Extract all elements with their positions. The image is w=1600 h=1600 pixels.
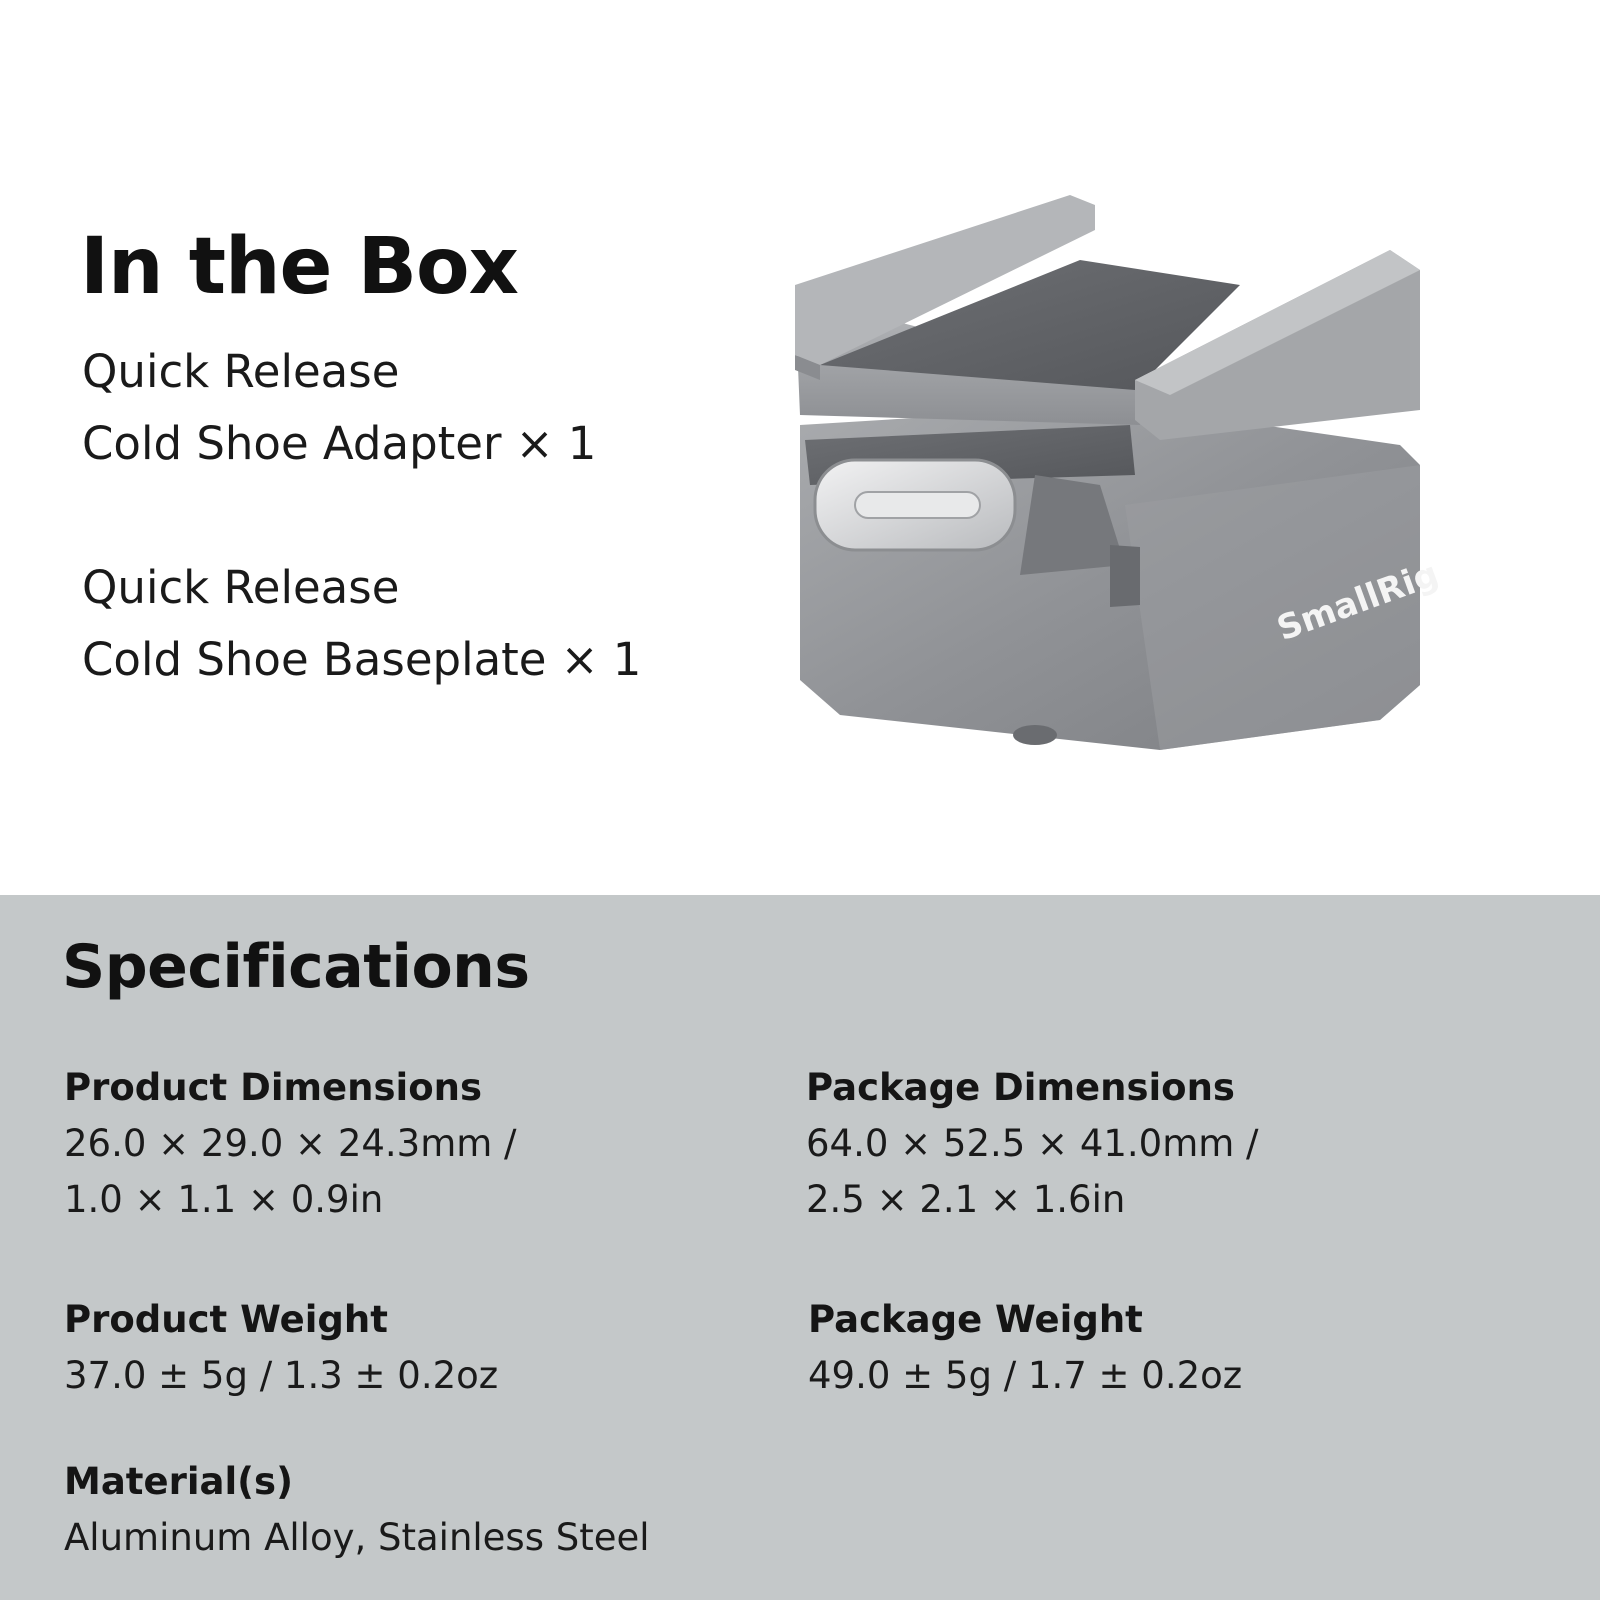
spec-label: Product Dimensions: [64, 1066, 482, 1109]
box-item-line: Cold Shoe Baseplate × 1: [82, 633, 642, 686]
spec-product-weight: [64, 1292, 498, 1404]
spec-label: Package Dimensions: [806, 1066, 1235, 1109]
box-item-adapter: [82, 336, 596, 480]
spec-value: 1.0 × 1.1 × 0.9in: [64, 1178, 384, 1221]
spec-label: Package Weight: [808, 1298, 1143, 1341]
spec-value: 26.0 × 29.0 × 24.3mm /: [64, 1122, 517, 1165]
box-item-line: Quick Release: [82, 561, 400, 614]
spec-materials: [64, 1454, 650, 1566]
spec-value: 37.0 ± 5g / 1.3 ± 0.2oz: [64, 1354, 499, 1397]
spec-value: Aluminum Alloy, Stainless Steel: [64, 1516, 650, 1559]
spec-package-weight: [808, 1292, 1242, 1404]
box-item-line: Cold Shoe Adapter × 1: [82, 417, 597, 470]
spec-label: Product Weight: [64, 1298, 388, 1341]
box-item-baseplate: [82, 552, 641, 696]
spec-product-dimensions: [64, 1060, 517, 1228]
specifications-title: Specifications: [62, 932, 530, 1002]
smallrig-logo: SmallRig: [1271, 554, 1444, 650]
mount-screw: [1013, 725, 1057, 745]
spec-value: 2.5 × 2.1 × 1.6in: [806, 1178, 1126, 1221]
spec-label: Material(s): [64, 1460, 293, 1503]
spec-package-dimensions: [806, 1060, 1259, 1228]
box-item-line: Quick Release: [82, 345, 400, 398]
spec-value: 64.0 × 52.5 × 41.0mm /: [806, 1122, 1259, 1165]
in-the-box-title: In the Box: [80, 222, 518, 312]
cold-shoe-adapter-image: [780, 175, 1480, 775]
spec-value: 49.0 ± 5g / 1.7 ± 0.2oz: [808, 1354, 1243, 1397]
